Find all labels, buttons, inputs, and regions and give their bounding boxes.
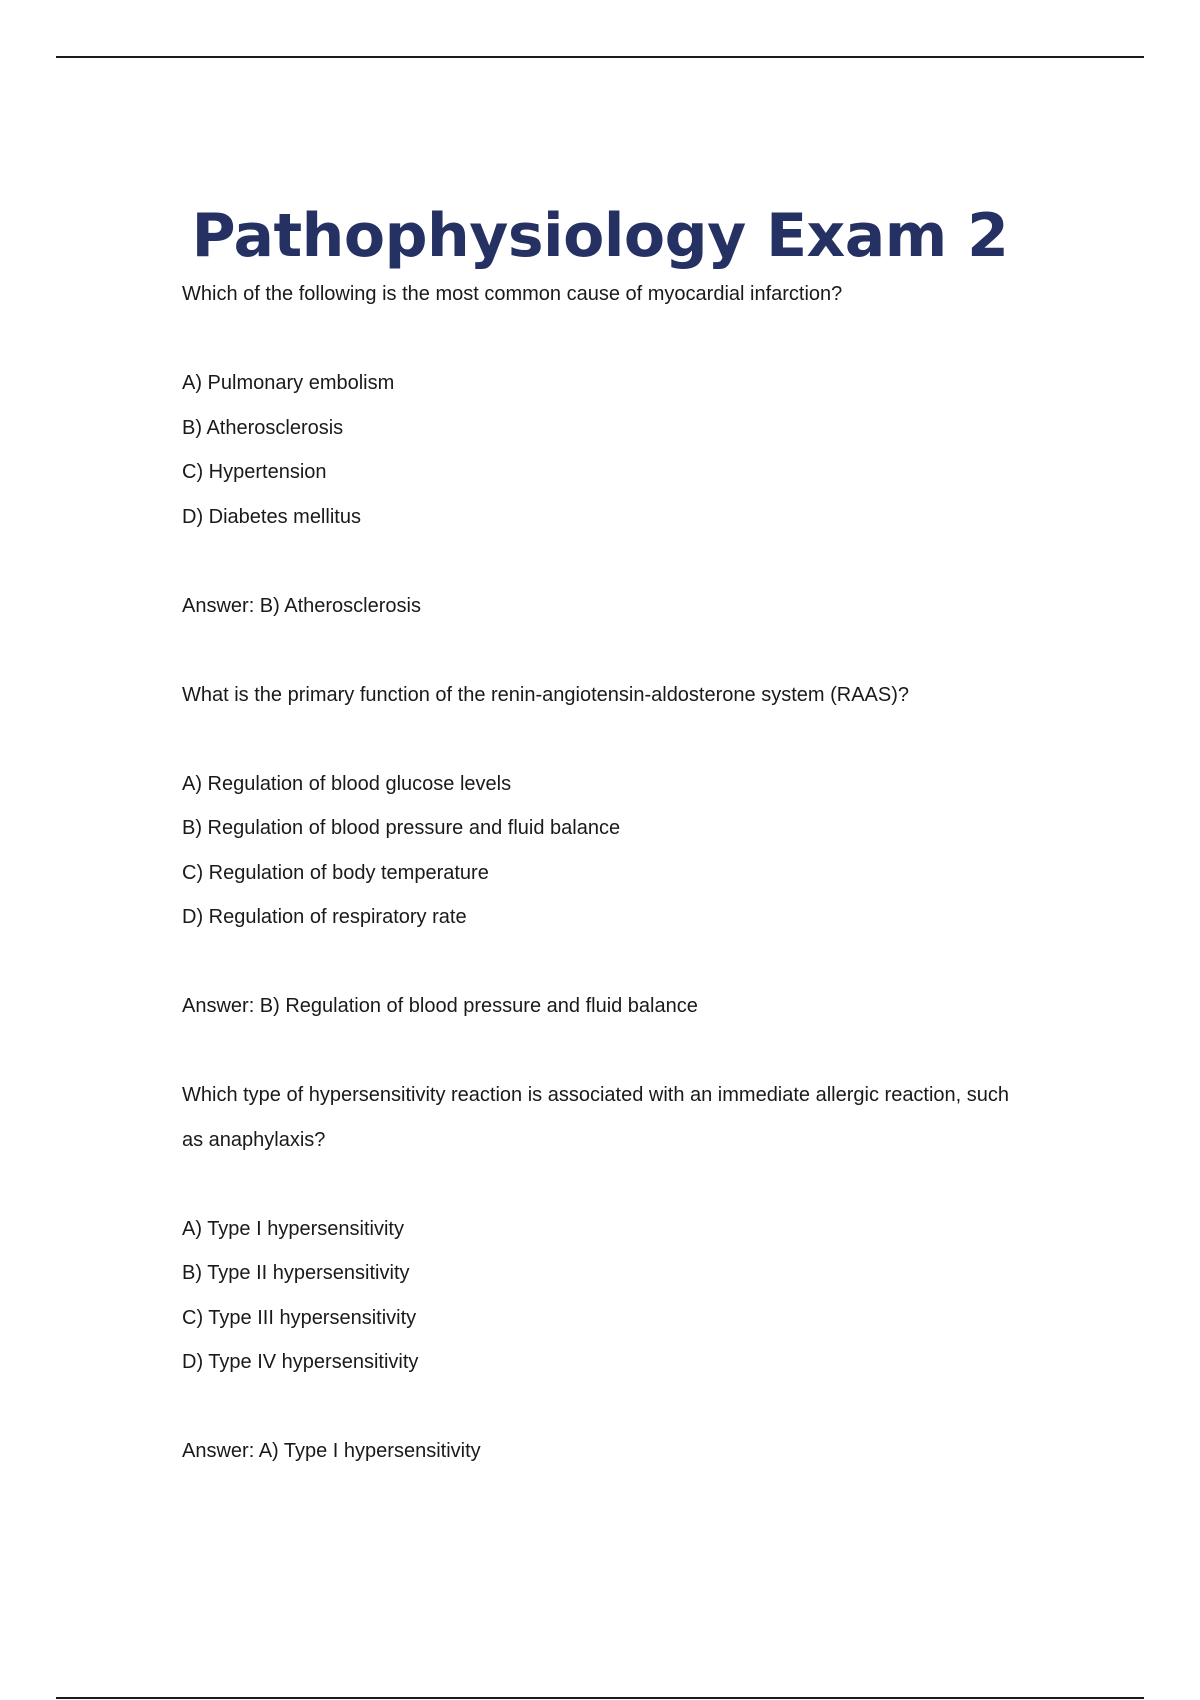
answer-option-a: A) Pulmonary embolism [182, 372, 395, 394]
spacer [182, 717, 1022, 762]
answer-option-d: D) Type IV hypersensitivity [182, 1351, 419, 1373]
spacer [182, 539, 1022, 584]
answer-option-d: D) Regulation of respiratory rate [182, 906, 467, 928]
answer-option-d: D) Diabetes mellitus [182, 505, 361, 528]
correct-answer: Answer: B) Regulation of blood pressure and fluid balance [182, 995, 698, 1017]
answer-option-b: B) Atherosclerosis [182, 416, 344, 439]
answer-option-c: C) Type III hypersensitivity [182, 1306, 417, 1329]
spacer [182, 1029, 1022, 1074]
top-rule [56, 56, 1144, 58]
document-title: Pathophysiology Exam 2 [191, 201, 1009, 271]
answer-option-a: A) Regulation of blood glucose levels [182, 772, 512, 795]
question-text: Which of the following is the most common cause of myocardial infarction? [182, 283, 843, 305]
question-text: What is the primary function of the renin-angiotensin-aldosterone system (RAAS)? [182, 683, 910, 706]
question-block-1 [182, 272, 1022, 673]
bottom-rule [56, 1697, 1144, 1699]
question-block-2 [182, 673, 1022, 1074]
answer-option-b: B) Type II hypersensitivity [182, 1262, 410, 1284]
spacer [182, 1385, 1022, 1430]
correct-answer: Answer: A) Type I hypersensitivity [182, 1440, 481, 1462]
spacer [182, 317, 1022, 362]
question-block-3 [182, 1073, 1022, 1474]
answer-option-c: C) Regulation of body temperature [182, 861, 489, 884]
spacer [182, 940, 1022, 985]
answer-option-a: A) Type I hypersensitivity [182, 1217, 404, 1240]
answer-option-b: B) Regulation of blood pressure and fluid balance [182, 817, 621, 839]
answer-option-c: C) Hypertension [182, 461, 327, 483]
correct-answer: Answer: B) Atherosclerosis [182, 594, 421, 617]
spacer [182, 1162, 1022, 1207]
question-text: Which type of hypersensitivity reaction is associated with an immediate allergic reaction, such as anaphylaxis? [182, 1084, 1010, 1151]
exam-content [182, 272, 1022, 1474]
spacer [182, 628, 1022, 673]
